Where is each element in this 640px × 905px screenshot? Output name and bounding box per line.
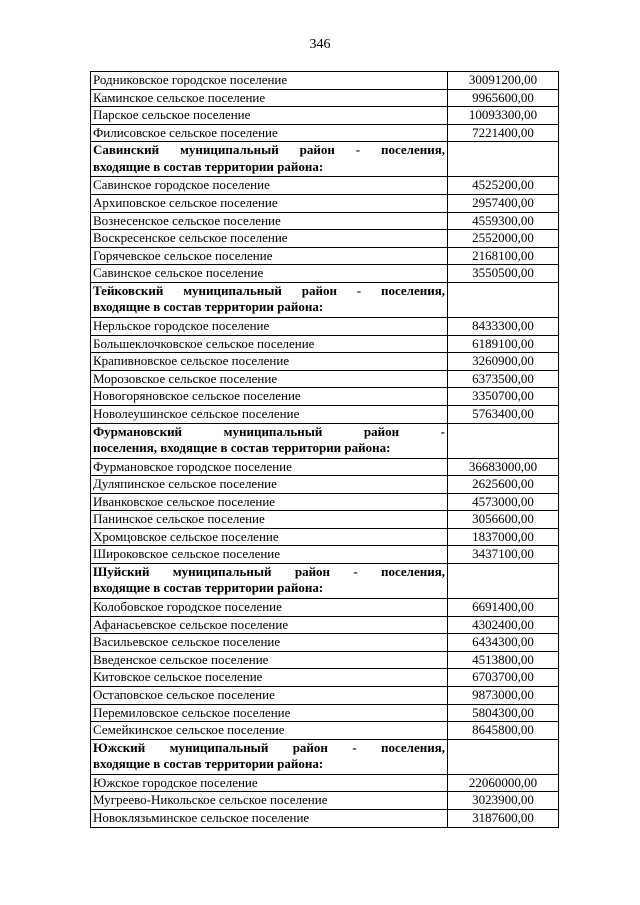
settlement-name: Афанасьевское сельское поселение bbox=[91, 616, 448, 634]
settlement-name: Колобовское городское поселение bbox=[91, 599, 448, 617]
district-header-row bbox=[91, 739, 559, 774]
settlement-amount: 2957400,00 bbox=[448, 194, 559, 212]
district-header-amount-cell bbox=[448, 282, 559, 317]
settlement-amount: 2625600,00 bbox=[448, 476, 559, 494]
table-row bbox=[91, 317, 559, 335]
district-header bbox=[91, 423, 448, 458]
table-row bbox=[91, 704, 559, 722]
settlement-amount: 5804300,00 bbox=[448, 704, 559, 722]
district-header-line: Тейковский муниципальный район - поселения, bbox=[93, 282, 445, 298]
settlement-amount: 4525200,00 bbox=[448, 177, 559, 195]
table-row bbox=[91, 476, 559, 494]
settlement-name: Мугреево-Никольское сельское поселение bbox=[91, 792, 448, 810]
page-number: 346 bbox=[309, 37, 331, 52]
table-row bbox=[91, 722, 559, 740]
district-header-amount-cell bbox=[448, 564, 559, 599]
table-row bbox=[91, 124, 559, 142]
settlement-amount: 8645800,00 bbox=[448, 722, 559, 740]
table-row bbox=[91, 599, 559, 617]
settlement-amount: 2168100,00 bbox=[448, 247, 559, 265]
settlement-amount: 4302400,00 bbox=[448, 616, 559, 634]
settlement-name: Остаповское сельское поселение bbox=[91, 687, 448, 705]
settlement-amount: 36683000,00 bbox=[448, 458, 559, 476]
table-row bbox=[91, 810, 559, 828]
district-header-row bbox=[91, 142, 559, 177]
settlement-amount: 3437100,00 bbox=[448, 546, 559, 564]
table-row bbox=[91, 177, 559, 195]
settlement-name: Южское городское поселение bbox=[91, 774, 448, 792]
settlement-amount: 9873000,00 bbox=[448, 687, 559, 705]
district-header-line: входящие в состав территории района: bbox=[93, 580, 324, 596]
district-header-line: Шуйский муниципальный район - поселения, bbox=[93, 564, 445, 580]
table-row bbox=[91, 72, 559, 90]
settlement-name: Панинское сельское поселение bbox=[91, 511, 448, 529]
district-header-row bbox=[91, 564, 559, 599]
settlement-name: Перемиловское сельское поселение bbox=[91, 704, 448, 722]
district-header-line: Фурмановский муниципальный район - bbox=[93, 423, 445, 439]
settlement-amount: 4573000,00 bbox=[448, 493, 559, 511]
table-row bbox=[91, 528, 559, 546]
settlement-amount: 3023900,00 bbox=[448, 792, 559, 810]
settlement-name: Вознесенское сельское поселение bbox=[91, 212, 448, 230]
settlement-amount: 4559300,00 bbox=[448, 212, 559, 230]
settlement-amount: 22060000,00 bbox=[448, 774, 559, 792]
district-header bbox=[91, 142, 448, 177]
settlement-amount: 6703700,00 bbox=[448, 669, 559, 687]
settlement-amount: 7221400,00 bbox=[448, 124, 559, 142]
table-row bbox=[91, 370, 559, 388]
table-row bbox=[91, 247, 559, 265]
settlement-name: Крапивновское сельское поселение bbox=[91, 353, 448, 371]
settlement-amount: 30091200,00 bbox=[448, 72, 559, 90]
table-row bbox=[91, 546, 559, 564]
district-header-amount-cell bbox=[448, 423, 559, 458]
settlement-amount: 3550500,00 bbox=[448, 265, 559, 283]
table-row bbox=[91, 774, 559, 792]
settlement-amount: 5763400,00 bbox=[448, 405, 559, 423]
settlement-amount: 10093300,00 bbox=[448, 107, 559, 125]
settlement-name: Семейкинское сельское поселение bbox=[91, 722, 448, 740]
table-row bbox=[91, 458, 559, 476]
settlement-name: Горячевское сельское поселение bbox=[91, 247, 448, 265]
settlement-name: Новогоряновское сельское поселение bbox=[91, 388, 448, 406]
table-row bbox=[91, 792, 559, 810]
table-row bbox=[91, 616, 559, 634]
district-header-amount-cell bbox=[448, 142, 559, 177]
settlement-amount: 9965600,00 bbox=[448, 89, 559, 107]
district-header-line: Южский муниципальный район - поселения, bbox=[93, 739, 445, 755]
settlement-amount: 3056600,00 bbox=[448, 511, 559, 529]
settlement-amount: 3187600,00 bbox=[448, 810, 559, 828]
settlement-name: Савинское городское поселение bbox=[91, 177, 448, 195]
settlement-name: Каминское сельское поселение bbox=[91, 89, 448, 107]
table-row bbox=[91, 107, 559, 125]
table-row bbox=[91, 511, 559, 529]
settlement-amount: 6189100,00 bbox=[448, 335, 559, 353]
table-row bbox=[91, 388, 559, 406]
settlement-name: Дуляпинское сельское поселение bbox=[91, 476, 448, 494]
settlement-name: Архиповское сельское поселение bbox=[91, 194, 448, 212]
table-row bbox=[91, 212, 559, 230]
settlement-name: Васильевское сельское поселение bbox=[91, 634, 448, 652]
settlement-amount: 2552000,00 bbox=[448, 230, 559, 248]
table-row bbox=[91, 405, 559, 423]
settlement-name: Родниковское городское поселение bbox=[91, 72, 448, 90]
table-row bbox=[91, 669, 559, 687]
settlement-name: Морозовское сельское поселение bbox=[91, 370, 448, 388]
settlement-name: Савинское сельское поселение bbox=[91, 265, 448, 283]
district-header-line: входящие в состав территории района: bbox=[93, 756, 324, 772]
district-header-amount-cell bbox=[448, 739, 559, 774]
budget-table-body bbox=[91, 72, 559, 828]
table-row bbox=[91, 230, 559, 248]
settlement-name: Хромцовское сельское поселение bbox=[91, 528, 448, 546]
settlement-name: Китовское сельское поселение bbox=[91, 669, 448, 687]
settlement-name: Воскресенское сельское поселение bbox=[91, 230, 448, 248]
table-row bbox=[91, 687, 559, 705]
settlement-name: Фурмановское городское поселение bbox=[91, 458, 448, 476]
district-header-row bbox=[91, 282, 559, 317]
district-header-row bbox=[91, 423, 559, 458]
table-row bbox=[91, 634, 559, 652]
district-header bbox=[91, 564, 448, 599]
table-row bbox=[91, 493, 559, 511]
district-header bbox=[91, 739, 448, 774]
table-row bbox=[91, 89, 559, 107]
settlement-amount: 8433300,00 bbox=[448, 317, 559, 335]
district-header-line: входящие в состав территории района: bbox=[93, 299, 324, 315]
settlement-amount: 6691400,00 bbox=[448, 599, 559, 617]
settlement-name: Новолеушинское сельское поселение bbox=[91, 405, 448, 423]
district-header-line: поселения, входящие в состав территории района: bbox=[93, 439, 391, 455]
settlement-amount: 6373500,00 bbox=[448, 370, 559, 388]
table-row bbox=[91, 265, 559, 283]
settlement-amount: 4513800,00 bbox=[448, 651, 559, 669]
district-header-line: Савинский муниципальный район - поселения, bbox=[93, 142, 445, 158]
district-header bbox=[91, 282, 448, 317]
district-header-line: входящие в состав территории района: bbox=[93, 158, 324, 174]
budget-table bbox=[90, 71, 559, 828]
settlement-name: Нерльское городское поселение bbox=[91, 317, 448, 335]
settlement-amount: 1837000,00 bbox=[448, 528, 559, 546]
settlement-name: Большеклочковское сельское поселение bbox=[91, 335, 448, 353]
settlement-name: Парское сельское поселение bbox=[91, 107, 448, 125]
table-row bbox=[91, 651, 559, 669]
settlement-amount: 3350700,00 bbox=[448, 388, 559, 406]
settlement-name: Широковское сельское поселение bbox=[91, 546, 448, 564]
settlement-name: Филисовское сельское поселение bbox=[91, 124, 448, 142]
table-row bbox=[91, 335, 559, 353]
table-row bbox=[91, 353, 559, 371]
settlement-name: Введенское сельское поселение bbox=[91, 651, 448, 669]
settlement-name: Иванковское сельское поселение bbox=[91, 493, 448, 511]
settlement-name: Новоклязьминское сельское поселение bbox=[91, 810, 448, 828]
table-row bbox=[91, 194, 559, 212]
settlement-amount: 6434300,00 bbox=[448, 634, 559, 652]
settlement-amount: 3260900,00 bbox=[448, 353, 559, 371]
